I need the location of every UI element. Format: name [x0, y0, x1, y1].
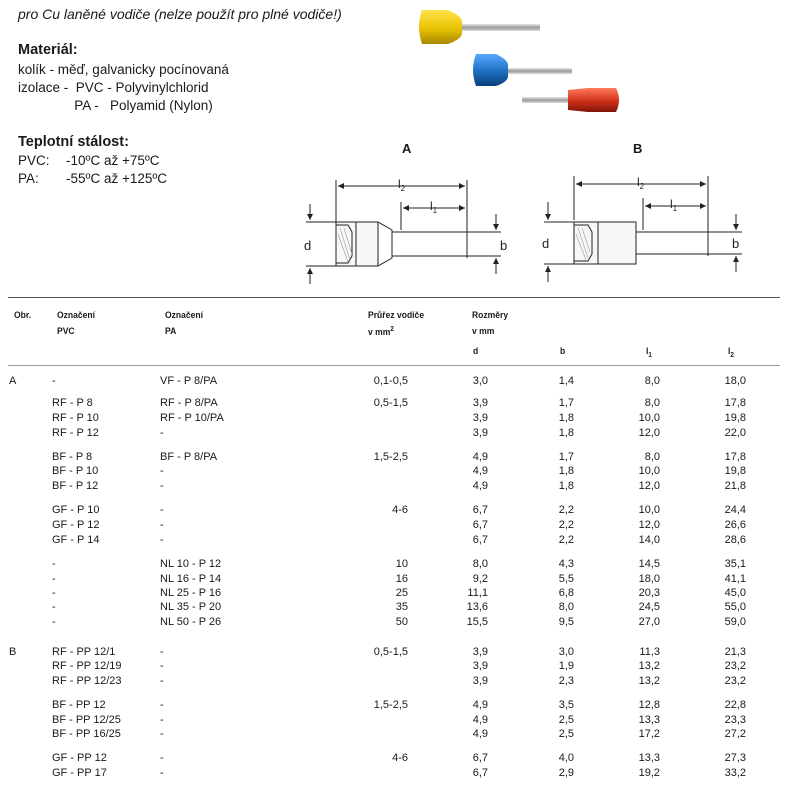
cell-l2: 24,4 [724, 504, 746, 516]
cell-pa: - [160, 465, 164, 477]
red-ferrule-icon [522, 88, 619, 112]
cell-pa: - [160, 504, 164, 516]
cell-d: 15,5 [466, 616, 488, 628]
temperature-label: PVC: [18, 153, 50, 168]
cell-prurez: 25 [395, 587, 408, 599]
cell-l2: 55,0 [724, 601, 746, 613]
cell-l1: 13,3 [638, 714, 660, 726]
cell-l2: 22,8 [724, 699, 746, 711]
dim-l2-label: $l_2$ [637, 175, 645, 191]
cell-l2: 26,6 [724, 519, 746, 531]
temperature-value: -55ºC až +125ºC [66, 171, 168, 186]
cell-prurez: 1,5-2,5 [373, 699, 408, 711]
cell-d: 3,9 [472, 397, 488, 409]
cell-pa: - [160, 699, 164, 711]
cell-pvc: - [52, 375, 56, 387]
cell-l1: 24,5 [638, 601, 660, 613]
cell-l2: 28,6 [724, 534, 746, 546]
table-header-rule [8, 365, 780, 366]
cell-pvc: - [52, 601, 56, 613]
cell-b: 2,2 [558, 519, 574, 531]
cell-l2: 19,8 [724, 465, 746, 477]
table-top-rule [8, 297, 780, 298]
cell-prurez: 50 [395, 616, 408, 628]
temperature-label: PA: [18, 171, 39, 186]
ferrule-diagram-a [296, 172, 516, 290]
cell-prurez: 1,5-2,5 [373, 451, 408, 463]
cell-b: 2,5 [558, 714, 574, 726]
cell-pa: RF - P 10/PA [160, 412, 224, 424]
cell-d: 8,0 [472, 558, 488, 570]
cell-pa: NL 35 - P 20 [160, 601, 222, 613]
cell-d: 4,9 [472, 714, 488, 726]
header-cross-section-unit: v $mm^2$ [368, 326, 394, 339]
cell-d: 6,7 [472, 767, 488, 779]
cell-l1: 10,0 [638, 412, 660, 424]
dim-d-label: d [304, 238, 312, 253]
cell-l1: 12,0 [638, 427, 660, 439]
cell-prurez: 10 [395, 558, 408, 570]
diagram-b-title: B [633, 141, 643, 156]
cell-pa: - [160, 646, 164, 658]
cell-pvc: - [52, 573, 56, 585]
cell-pvc: BF - PP 12 [52, 699, 106, 711]
dim-b-label: b [500, 238, 508, 253]
material-line: PA - Polyamid (Nylon) [18, 98, 213, 113]
cell-pa: - [160, 752, 164, 764]
cell-pvc: GF - PP 12 [52, 752, 107, 764]
cell-l1: 27,0 [638, 616, 660, 628]
cell-b: 1,4 [558, 375, 574, 387]
cell-d: 3,9 [472, 660, 488, 672]
cell-d: 13,6 [466, 601, 488, 613]
usage-note: pro Cu laněné vodiče (nelze použít pro plné vodiče!) [18, 6, 342, 22]
cell-pvc: - [52, 616, 56, 628]
cell-pvc: GF - P 14 [52, 534, 100, 546]
cell-l1: 14,0 [638, 534, 660, 546]
cell-b: 2,5 [558, 728, 574, 740]
cell-l1: 11,3 [639, 646, 660, 658]
cell-prurez: 16 [395, 573, 408, 585]
cell-pa: - [160, 480, 164, 492]
cell-pa: - [160, 427, 164, 439]
cell-l1: 14,5 [638, 558, 660, 570]
cell-pa: - [160, 534, 164, 546]
cell-pa: - [160, 714, 164, 726]
cell-l2: 33,2 [724, 767, 746, 779]
cell-pvc: BF - P 8 [52, 451, 93, 463]
cell-b: 3,5 [558, 699, 574, 711]
cell-l1: 18,0 [638, 573, 660, 585]
dim-l1-label: $l_1$ [670, 197, 678, 213]
cell-b: 1,7 [558, 397, 574, 409]
header-d: d [473, 346, 479, 357]
cell-pvc: RF - P 12 [52, 427, 99, 439]
cell-l2: 59,0 [724, 616, 746, 628]
cell-l1: 12,0 [638, 480, 660, 492]
cell-d: 3,9 [472, 646, 488, 658]
cell-l2: 22,0 [724, 427, 746, 439]
cell-b: 1,7 [558, 451, 574, 463]
temperature-value: -10ºC až +75ºC [66, 153, 160, 168]
cell-d: 4,9 [472, 465, 488, 477]
cell-l2: 21,8 [724, 480, 746, 492]
cell-l2: 17,8 [724, 451, 746, 463]
cell-pvc: GF - P 12 [52, 519, 100, 531]
cell-pa: NL 25 - P 16 [160, 587, 222, 599]
cell-pa: NL 50 - P 26 [160, 616, 222, 628]
cell-l2: 23,2 [724, 660, 746, 672]
header-pa: Označení [165, 310, 204, 321]
dim-l2-label: $l_2$ [398, 177, 406, 193]
material-line: kolík - měď, galvanicky pocínovaná [18, 62, 229, 77]
header-pa-sub: PA [165, 326, 177, 337]
cell-pvc: - [52, 558, 56, 570]
cell-l1: 13,2 [638, 660, 660, 672]
cell-d: 3,9 [472, 427, 488, 439]
cell-obr: B [9, 646, 17, 658]
cell-pvc: RF - PP 12/19 [52, 660, 122, 672]
cell-b: 2,9 [558, 767, 574, 779]
cell-pa: VF - P 8/PA [160, 375, 218, 387]
cell-pa: BF - P 8/PA [160, 451, 218, 463]
cell-pvc: GF - P 10 [52, 504, 100, 516]
temperature-heading: Teplotní stálost: [18, 134, 129, 150]
cell-l1: 10,0 [638, 504, 660, 516]
cell-l2: 23,2 [724, 675, 746, 687]
cell-pvc: BF - PP 12/25 [52, 714, 121, 726]
header-dimensions: Rozměry [472, 310, 509, 321]
cell-l2: 17,8 [724, 397, 746, 409]
header-obr: Obr. [14, 310, 32, 321]
dim-b-label: b [732, 236, 740, 251]
cell-pvc: BF - P 12 [52, 480, 99, 492]
header-l1: $l_1$ [646, 346, 652, 359]
cell-l2: 23,3 [724, 714, 746, 726]
cell-l2: 18,0 [724, 375, 746, 387]
cell-l1: 12,0 [638, 519, 660, 531]
header-cross-section: Průřez vodiče [368, 310, 425, 321]
ferrule-diagram-b [536, 170, 746, 288]
cell-pa: RF - P 8/PA [160, 397, 218, 409]
cell-d: 4,9 [472, 699, 488, 711]
cell-d: 3,0 [472, 375, 488, 387]
cell-l1: 13,2 [638, 675, 660, 687]
cell-pvc: BF - PP 16/25 [52, 728, 121, 740]
cell-l1: 10,0 [638, 465, 660, 477]
cell-l1: 19,2 [638, 767, 660, 779]
cell-b: 4,0 [558, 752, 574, 764]
cell-prurez: 0,5-1,5 [373, 646, 408, 658]
cell-l1: 8,0 [644, 397, 660, 409]
cell-prurez: 0,1-0,5 [373, 375, 408, 387]
cell-b: 6,8 [558, 587, 574, 599]
cell-l1: 17,2 [638, 728, 660, 740]
temperature-row [18, 171, 167, 186]
cell-b: 3,0 [558, 646, 574, 658]
cell-pvc: RF - PP 12/23 [52, 675, 122, 687]
cell-d: 11,1 [467, 587, 488, 599]
header-pvc: Označení [57, 310, 96, 321]
header-pvc-sub: PVC [57, 326, 75, 337]
dim-d-label: d [542, 236, 550, 251]
cell-obr: A [9, 375, 17, 387]
cell-pvc: RF - P 8 [52, 397, 93, 409]
blue-ferrule-icon [473, 54, 572, 86]
yellow-ferrule-icon [419, 10, 540, 44]
cell-l2: 21,3 [724, 646, 746, 658]
cell-b: 1,8 [558, 465, 574, 477]
cell-l2: 27,2 [724, 728, 746, 740]
material-line: izolace - PVC - Polyvinylchlorid [18, 80, 209, 95]
cell-pvc: BF - P 10 [52, 465, 99, 477]
cell-b: 9,5 [558, 616, 574, 628]
cell-pa: - [160, 660, 164, 672]
cell-b: 2,3 [558, 675, 574, 687]
cell-d: 6,7 [472, 752, 488, 764]
cell-prurez: 4-6 [392, 504, 408, 516]
cell-d: 4,9 [472, 728, 488, 740]
cell-b: 1,8 [558, 427, 574, 439]
cell-b: 2,2 [558, 504, 574, 516]
material-heading: Materiál: [18, 42, 78, 58]
cell-l2: 35,1 [724, 558, 746, 570]
product-photos [410, 0, 630, 125]
cell-pvc: RF - P 10 [52, 412, 99, 424]
cell-l2: 45,0 [724, 587, 746, 599]
cell-pvc: RF - PP 12/1 [52, 646, 116, 658]
cell-l2: 27,3 [724, 752, 746, 764]
cell-d: 3,9 [472, 412, 488, 424]
header-l2: $l_2$ [728, 346, 734, 359]
cell-d: 4,9 [472, 451, 488, 463]
cell-d: 9,2 [472, 573, 488, 585]
cell-d: 6,7 [472, 519, 488, 531]
cell-l2: 41,1 [724, 573, 746, 585]
cell-d: 3,9 [472, 675, 488, 687]
cell-d: 6,7 [472, 504, 488, 516]
cell-prurez: 35 [395, 601, 408, 613]
cell-b: 5,5 [558, 573, 574, 585]
cell-l1: 20,3 [638, 587, 660, 599]
cell-l1: 8,0 [644, 375, 660, 387]
cell-b: 1,9 [558, 660, 574, 672]
cell-pa: - [160, 675, 164, 687]
cell-pa: NL 16 - P 14 [160, 573, 222, 585]
cell-b: 4,3 [558, 558, 574, 570]
cell-pvc: - [52, 587, 56, 599]
cell-l2: 19,8 [724, 412, 746, 424]
cell-b: 2,2 [558, 534, 574, 546]
cell-b: 8,0 [558, 601, 574, 613]
header-b: b [560, 346, 566, 357]
cell-b: 1,8 [558, 412, 574, 424]
cell-l1: 12,8 [638, 699, 660, 711]
temperature-row [18, 153, 160, 168]
diagram-a-title: A [402, 141, 412, 156]
cell-pa: - [160, 728, 164, 740]
cell-pa: - [160, 519, 164, 531]
dim-l1-label: $l_1$ [430, 199, 438, 215]
cell-l1: 13,3 [638, 752, 660, 764]
cell-l1: 8,0 [644, 451, 660, 463]
cell-prurez: 4-6 [392, 752, 408, 764]
cell-pvc: GF - PP 17 [52, 767, 107, 779]
cell-d: 4,9 [472, 480, 488, 492]
header-dimensions-unit: v mm [472, 326, 495, 337]
cell-pa: - [160, 767, 164, 779]
cell-prurez: 0,5-1,5 [373, 397, 408, 409]
cell-b: 1,8 [558, 480, 574, 492]
cell-d: 6,7 [472, 534, 488, 546]
cell-pa: NL 10 - P 12 [160, 558, 222, 570]
